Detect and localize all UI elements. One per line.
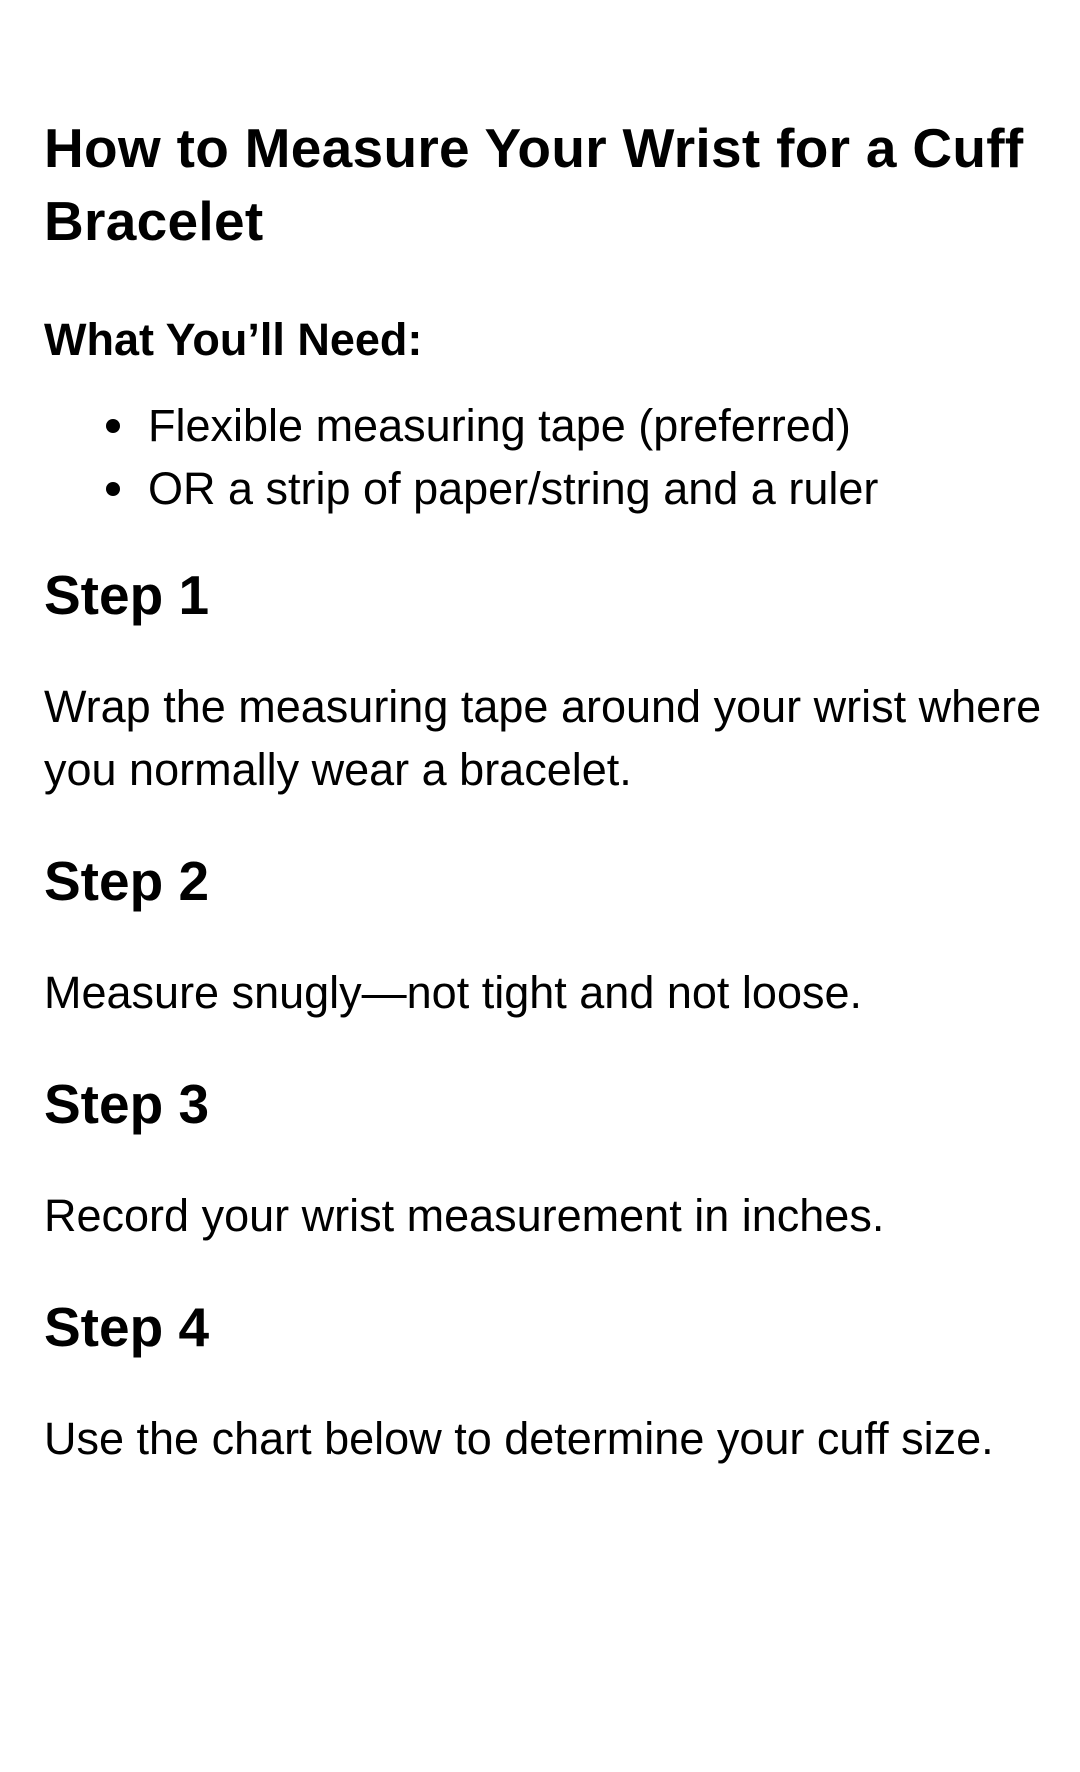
list-item xyxy=(106,394,1044,457)
step-1-text: Wrap the measuring tape around your wrist where you normally wear a bracelet. xyxy=(44,681,1042,795)
bullet-icon xyxy=(106,419,120,433)
step-1-heading: Step 1 xyxy=(44,564,210,626)
step-4-text: Use the chart below to determine your cuff size. xyxy=(44,1413,994,1464)
step-3-text: Record your wrist measurement in inches. xyxy=(44,1190,885,1241)
step-3-heading: Step 3 xyxy=(44,1073,210,1135)
bullet-icon xyxy=(106,482,120,496)
page-title: How to Measure Your Wrist for a Cuff Bracelet xyxy=(44,117,1024,252)
needs-list xyxy=(44,394,1044,520)
instructions-page xyxy=(44,112,1044,1470)
needs-item-text: OR a strip of paper/string and a ruler xyxy=(148,463,879,514)
list-item xyxy=(106,457,1044,520)
step-2-text: Measure snugly—not tight and not loose. xyxy=(44,967,862,1018)
needs-item-text: Flexible measuring tape (preferred) xyxy=(148,400,851,451)
step-2-heading: Step 2 xyxy=(44,850,210,912)
needs-heading: What You’ll Need: xyxy=(44,314,423,365)
step-4-heading: Step 4 xyxy=(44,1296,210,1358)
